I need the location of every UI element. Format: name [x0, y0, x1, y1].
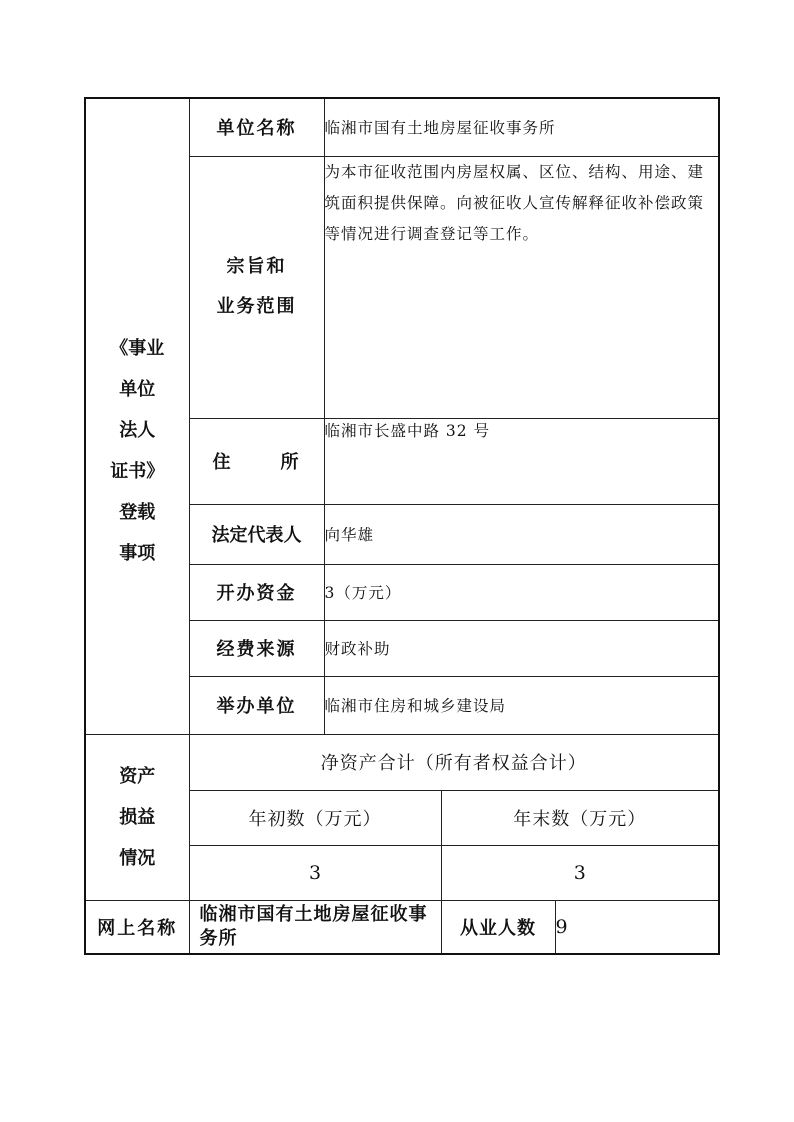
sponsor-value: 临湘市住房和城乡建设局	[324, 676, 719, 734]
purpose-value: 为本市征收范围内房屋权属、区位、结构、用途、建筑面积提供保障。向被征收人宣传解释征收补偿政策等情况进行调查登记等工作。	[324, 156, 719, 418]
capital-label: 开办资金	[189, 564, 324, 620]
address-label-part1: 住	[212, 452, 233, 473]
row-unit-name	[85, 98, 719, 156]
address-value: 临湘市长盛中路 32 号	[324, 418, 719, 504]
assets-side-line: 损益	[119, 806, 156, 828]
online-name-label: 网上名称	[85, 900, 189, 954]
employees-value: 9	[555, 900, 719, 954]
certificate-header-line: 《事业	[110, 338, 165, 360]
funding-label: 经费来源	[189, 620, 324, 676]
certificate-header-line: 证书》	[110, 461, 165, 483]
end-year-label: 年末数（万元）	[441, 790, 719, 845]
begin-year-value: 3	[189, 845, 441, 900]
certificate-items-header	[85, 98, 189, 734]
certificate-header-line: 事项	[119, 543, 156, 565]
capital-value: 3（万元）	[324, 564, 719, 620]
address-label-part2: 所	[280, 452, 301, 473]
address-label	[189, 418, 324, 504]
online-name-value: 临湘市国有土地房屋征收事务所	[189, 900, 441, 954]
sponsor-label: 举办单位	[189, 676, 324, 734]
purpose-label	[189, 156, 324, 418]
unit-name-value: 临湘市国有土地房屋征收事务所	[324, 98, 719, 156]
registration-table	[84, 97, 720, 955]
unit-name-label: 单位名称	[189, 98, 324, 156]
employees-label: 从业人数	[441, 900, 555, 954]
row-net-assets-title	[85, 734, 719, 790]
row-online-name	[85, 900, 719, 954]
net-assets-title: 净资产合计（所有者权益合计）	[189, 734, 719, 790]
assets-side-line: 资产	[119, 765, 156, 787]
legal-rep-label: 法定代表人	[189, 504, 324, 564]
certificate-header-line: 法人	[119, 420, 156, 442]
end-year-value: 3	[441, 845, 719, 900]
assets-side-line: 情况	[119, 847, 156, 869]
purpose-label-line1: 宗旨和	[226, 256, 287, 277]
begin-year-label: 年初数（万元）	[189, 790, 441, 845]
purpose-label-line2: 业务范围	[216, 296, 297, 317]
funding-value: 财政补助	[324, 620, 719, 676]
certificate-header-line: 单位	[119, 379, 156, 401]
assets-side-label	[85, 734, 189, 900]
legal-rep-value: 向华雄	[324, 504, 719, 564]
certificate-header-line: 登载	[119, 502, 156, 524]
